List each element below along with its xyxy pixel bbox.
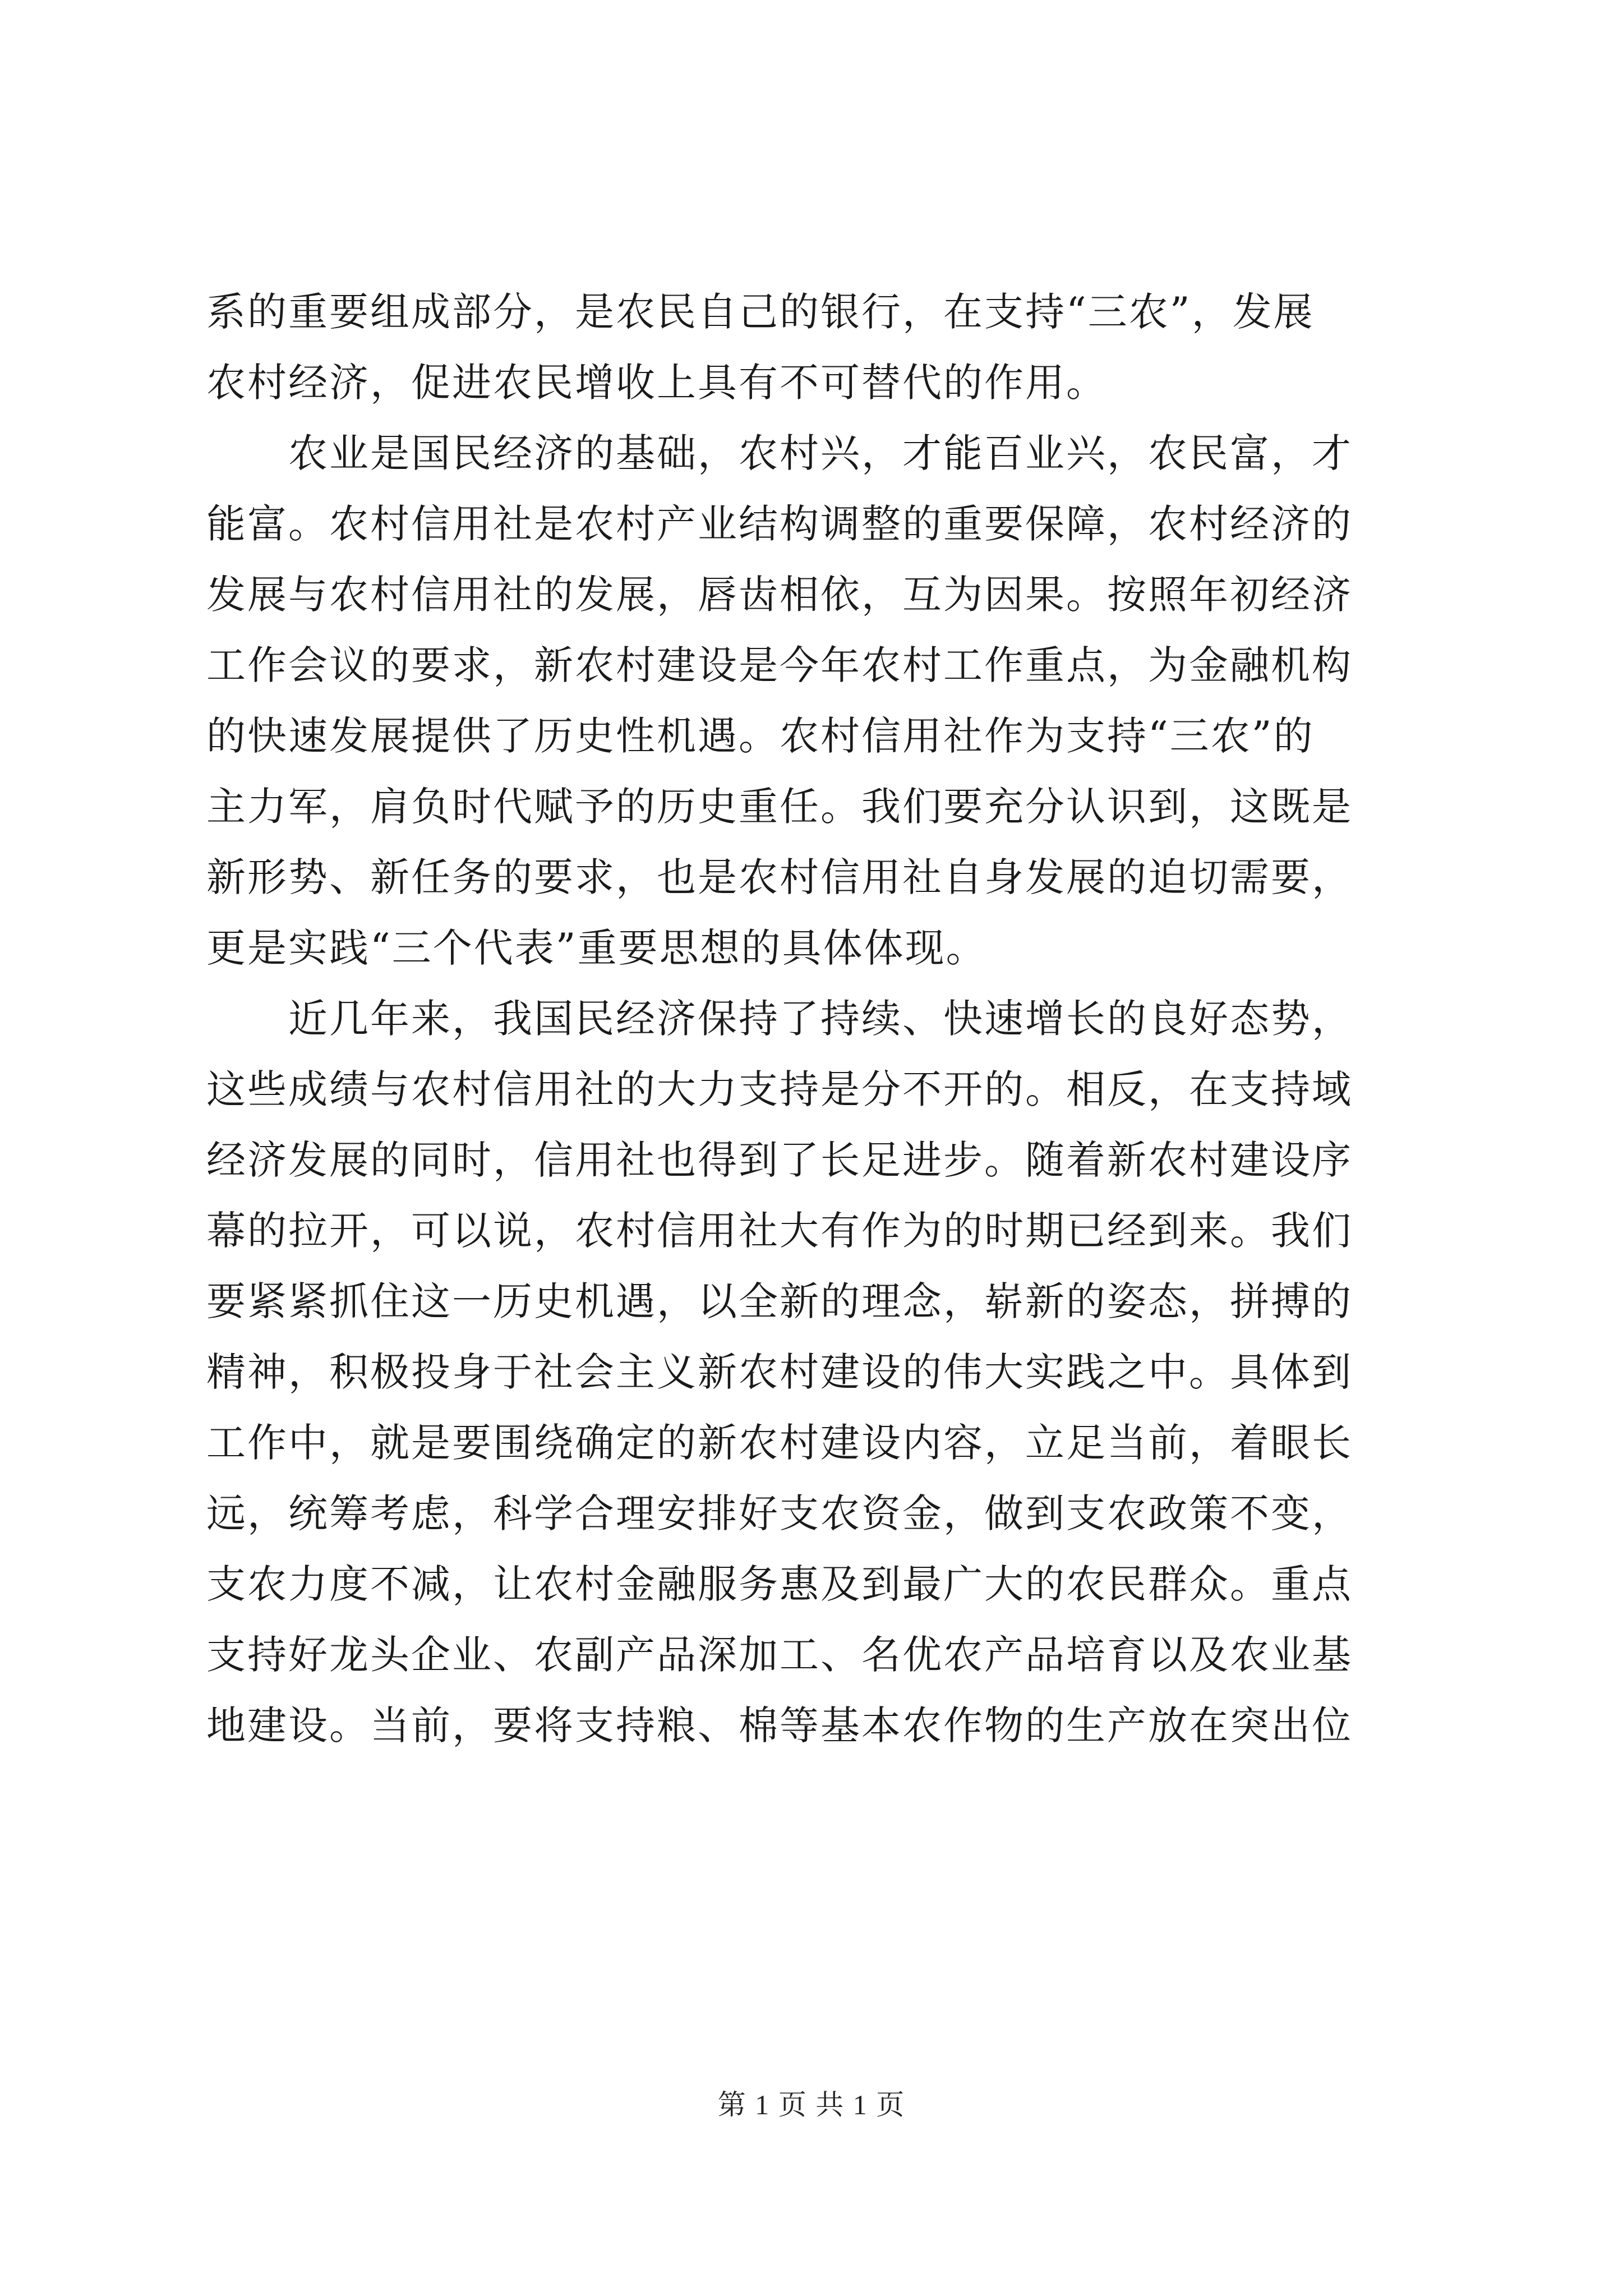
text-line: 的快速发展提供了历史性机遇。农村信用社作为支持“三农”的 bbox=[206, 713, 1315, 759]
page-footer: 第 1 页 共 1 页 bbox=[717, 2089, 906, 2120]
text-line: 支持好龙头企业、农副产品深加工、名优农产品培育以及农业基 bbox=[206, 1632, 1353, 1678]
paragraph-2 bbox=[206, 418, 1430, 983]
paragraph-1 bbox=[206, 277, 1430, 418]
text-line: 农村经济，促进农民增收上具有不可替代的作用。 bbox=[206, 360, 1107, 406]
text-line: 系的重要组成部分，是农民自己的银行，在支持“三农”，发展 bbox=[206, 289, 1315, 335]
text-line: 农业是国民经济的基础，农村兴，才能百业兴，农民富，才 bbox=[288, 430, 1353, 476]
text-line: 新形势、新任务的要求，也是农村信用社自身发展的迫切需要， bbox=[206, 854, 1353, 900]
document-body bbox=[206, 277, 1430, 1761]
text-line: 地建设。当前，要将支持粮、棉等基本农作物的生产放在突出位 bbox=[206, 1703, 1353, 1749]
text-line: 更是实践“三个代表”重要思想的具体体现。 bbox=[206, 925, 987, 971]
text-line: 支农力度不减，让农村金融服务惠及到最广大的农民群众。重点 bbox=[206, 1561, 1353, 1607]
text-line: 工作中，就是要围绕确定的新农村建设内容，立足当前，着眼长 bbox=[206, 1420, 1353, 1466]
paragraph-3 bbox=[206, 983, 1430, 1761]
text-line: 发展与农村信用社的发展，唇齿相依，互为因果。按照年初经济 bbox=[206, 572, 1353, 618]
text-line: 经济发展的同时，信用社也得到了长足进步。随着新农村建设序 bbox=[206, 1137, 1353, 1183]
text-line: 精神，积极投身于社会主义新农村建设的伟大实践之中。具体到 bbox=[206, 1349, 1353, 1395]
text-line: 幕的拉开，可以说，农村信用社大有作为的时期已经到来。我们 bbox=[206, 1208, 1353, 1254]
text-line: 要紧紧抓住这一历史机遇，以全新的理念，崭新的姿态，拼搏的 bbox=[206, 1278, 1353, 1324]
text-line: 工作会议的要求，新农村建设是今年农村工作重点，为金融机构 bbox=[206, 642, 1353, 688]
text-line: 这些成绩与农村信用社的大力支持是分不开的。相反，在支持域 bbox=[206, 1066, 1353, 1112]
text-line: 远，统筹考虑，科学合理安排好支农资金，做到支农政策不变， bbox=[206, 1490, 1353, 1536]
text-line: 近几年来，我国民经济保持了持续、快速增长的良好态势， bbox=[288, 996, 1353, 1042]
text-line: 主力军，肩负时代赋予的历史重任。我们要充分认识到，这既是 bbox=[206, 784, 1353, 830]
text-line: 能富。农村信用社是农村产业结构调整的重要保障，农村经济的 bbox=[206, 501, 1353, 547]
